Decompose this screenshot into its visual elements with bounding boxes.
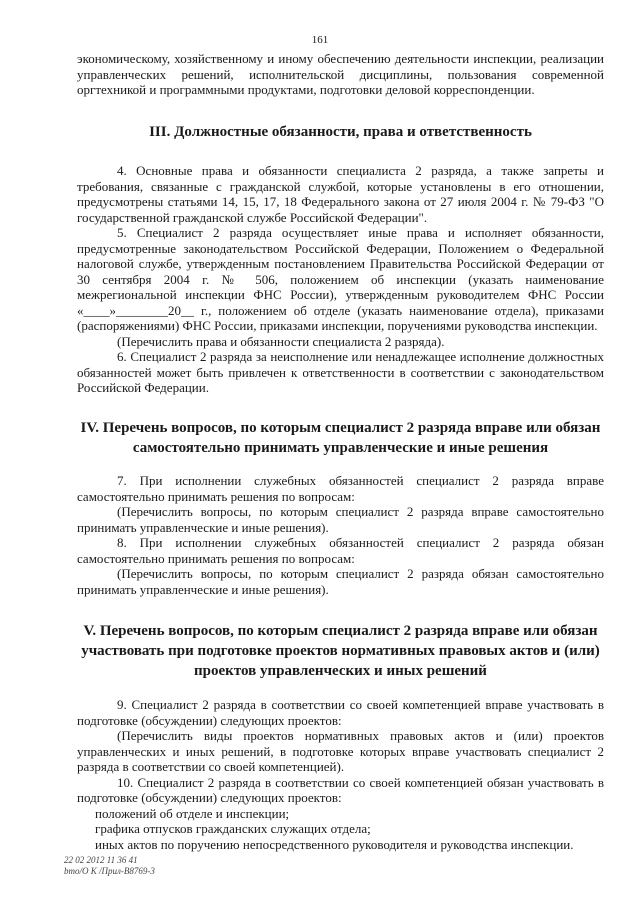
paragraph-4: 4. Основные права и обязанности специалиста 2 разряда, а также запреты и требования, связанные с гражданской службой, которые установлены в его отношении, предусмотрены статьями 14, 15, 17, 18 Федерального закона от 27 июля 2004 г. № 79-ФЗ "О государственной гражданской службе Российской Федерации".	[77, 163, 604, 225]
paragraph-5-note: (Перечислить права и обязанности специалиста 2 разряда).	[117, 333, 445, 349]
section-5-title-line-3: проектов управленческих и иных решений	[194, 663, 487, 679]
paragraph-9-note: (Перечислить виды проектов нормативных правовых актов и (или) проектов управленческих и иных решений, в подготовке которых вправе участвовать специалист 2 разряда в соответствии со своей компетенцией).	[77, 728, 604, 774]
footer-stamp	[64, 855, 155, 877]
list-item: графика отпусков гражданских служащих отдела;	[95, 821, 371, 836]
paragraph-7-note: (Перечислить вопросы, по которым специалист 2 разряда вправе самостоятельно принимать управленческие и иные решения).	[77, 504, 604, 535]
section-3-heading-block	[77, 122, 604, 142]
paragraph-8-note: (Перечислить вопросы, по которым специалист 2 разряда обязан самостоятельно принимать управленческие и иные решения).	[77, 566, 604, 597]
paragraph-6: 6. Специалист 2 разряда за неисполнение или ненадлежащее исполнение должностных обязанностей может быть привлечен к ответственности в соответствии с законодательством Российской Федерации.	[77, 349, 604, 395]
footer-line-2: bmo/O K /Прил-В8769-3	[64, 866, 155, 876]
section-4-title-line-2: самостоятельно принимать управленческие и иные решения	[132, 440, 549, 456]
section-4-body	[77, 473, 604, 597]
paragraph-8: 8. При исполнении служебных обязанностей специалист 2 разряда обязан самостоятельно принимать решения по вопросам:	[77, 535, 604, 566]
intro-paragraph: экономическому, хозяйственному и иному обеспечению деятельности инспекции, реализации управленческих решений, исполнительской дисциплины, пользования современной оргтехникой и программными продуктами, подготовки деловой корреспонденции.	[77, 51, 604, 97]
list-item: иных актов по поручению непосредственного руководителя и руководства инспекции.	[95, 836, 574, 852]
section-4-heading-block	[77, 418, 604, 458]
paragraph-10: 10. Специалист 2 разряда в соответствии со своей компетенцией обязан участвовать в подготовке (обсуждении) следующих проектов:	[77, 774, 604, 805]
section-3-title: III. Должностные обязанности, права и ответственность	[149, 124, 532, 140]
list-item: положений об отделе и инспекции;	[95, 805, 290, 821]
intro-block	[77, 51, 604, 98]
paragraph-7: 7. При исполнении служебных обязанностей специалист 2 разряда вправе самостоятельно принимать решения по вопросам:	[77, 473, 604, 504]
section-5-heading-block	[77, 621, 604, 681]
section-5-title-line-1: V. Перечень вопросов, по которым специалист 2 разряда вправе или обязан	[83, 623, 598, 639]
footer-line-1: 22 02 2012 11 36 41	[64, 855, 138, 865]
section-3-body	[77, 163, 604, 396]
page-number: 161	[311, 34, 329, 46]
paragraph-5: 5. Специалист 2 разряда осуществляет иные права и исполняет обязанности, предусмотренные законодательством Российской Федерации, Положением о Федеральной налоговой службе, утвержденным постановлением Правительства Российской Федерации от 30 сентября 2004 г. № 506, положением об инспекции (указать наименование межрегиональной инспекции ФНС России), утвержденным руководителем ФНС России «____»________20__ г., положением об отделе (указать наименование отдела), приказами (распоряжениями) ФНС России, приказами инспекции, поручениями руководства инспекции.	[77, 225, 604, 333]
section-4-title-line-1: IV. Перечень вопросов, по которым специалист 2 разряда вправе или обязан	[80, 420, 601, 436]
section-5-body	[77, 697, 604, 852]
section-5-title-line-2: участвовать при подготовке проектов нормативных правовых актов и (или)	[81, 643, 600, 659]
paragraph-9: 9. Специалист 2 разряда в соответствии со своей компетенцией вправе участвовать в подготовке (обсуждении) следующих проектов:	[77, 697, 604, 728]
